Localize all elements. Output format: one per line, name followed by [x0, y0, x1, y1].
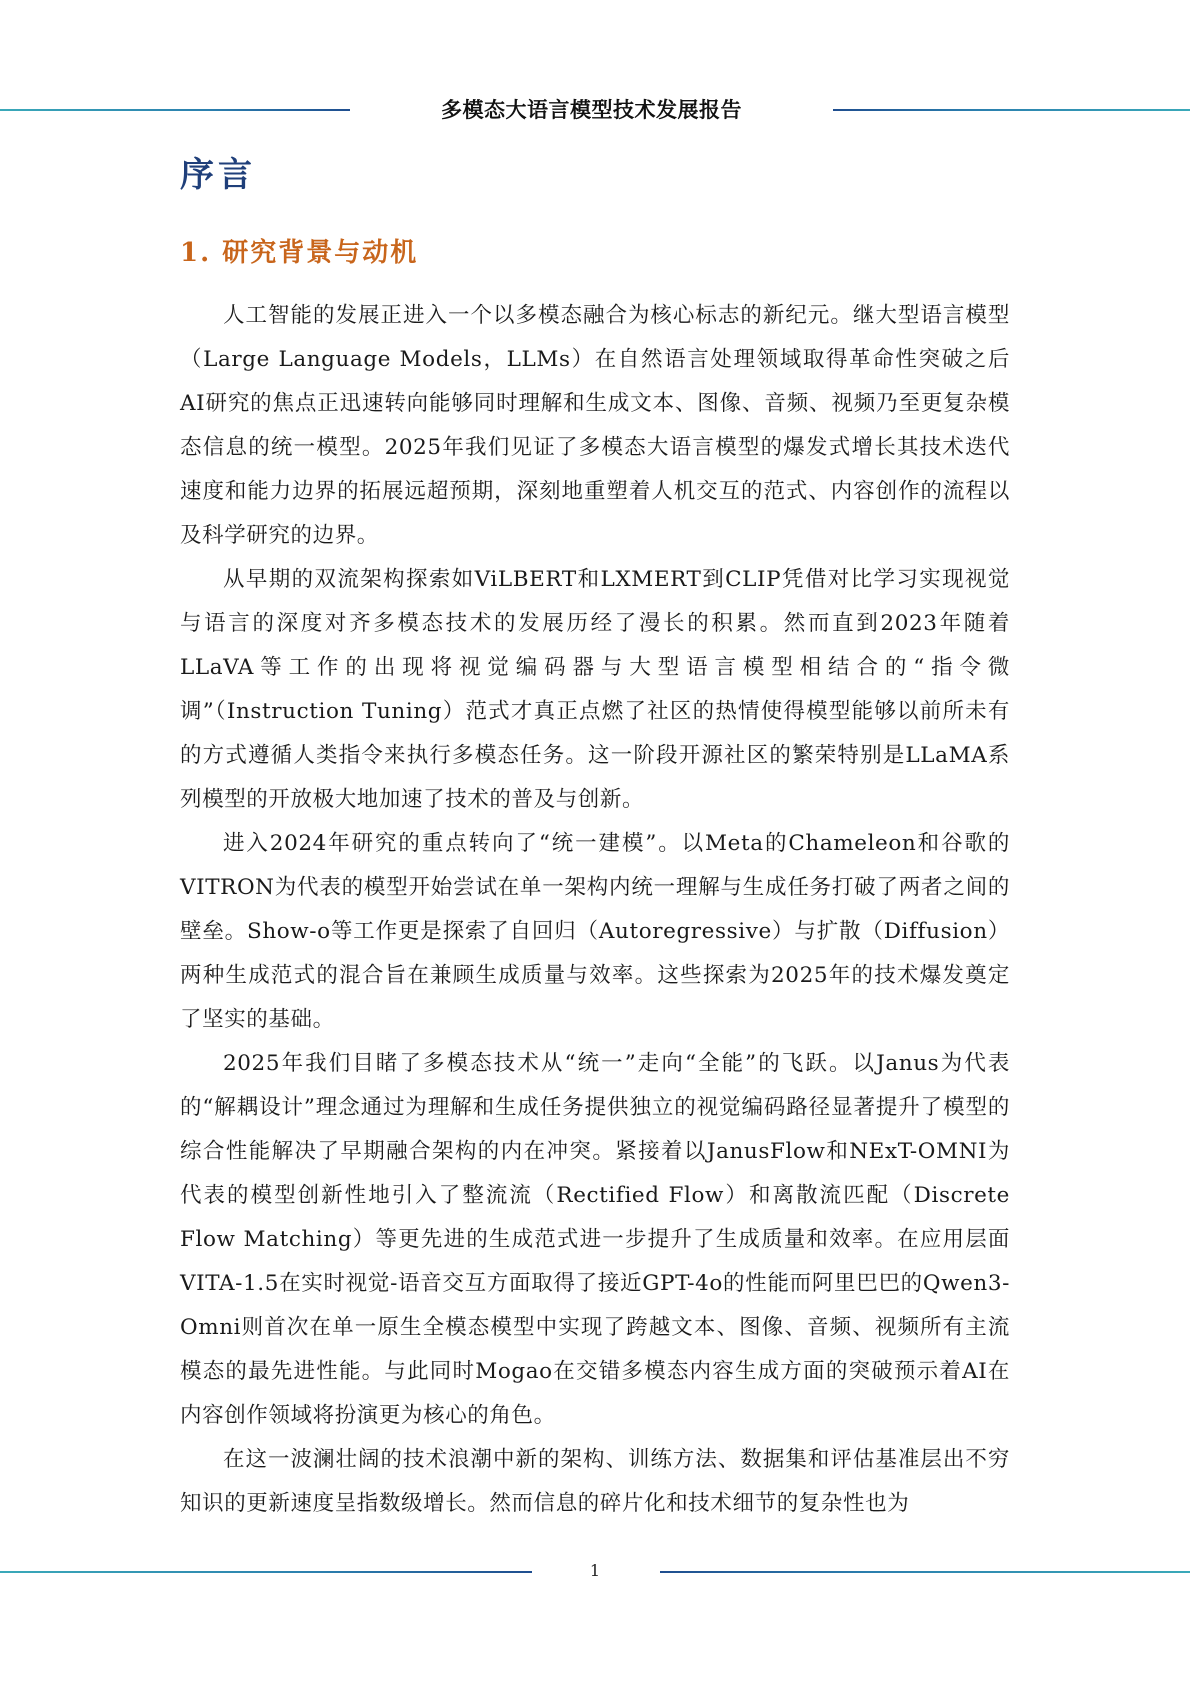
paragraph: 从早期的双流架构探索如ViLBERT和LXMERT到CLIP凭借对比学习实现视觉与语言的深度对齐多模态技术的发展历经了漫长的积累。然而直到2023年随着LLaVA等工作的出现将视觉编码器与大型语言模型相结合的“指令微调”（Instruction Tuning）范式才真正点燃了社区的热情使得模型能够以前所未有的方式遵循人类指令来执行多模态任务。这一阶段开源社区的繁荣特别是LLaMA系列模型的开放极大地加速了技术的普及与创新。	[180, 567, 1010, 812]
page-number: 1	[589, 1561, 601, 1580]
section-title: 序言	[180, 155, 256, 195]
footer-rule-left	[0, 1571, 532, 1573]
running-header-title: 多模态大语言模型技术发展报告	[441, 98, 742, 122]
paragraph: 进入2024年研究的重点转向了“统一建模”。以Meta的Chameleon和谷歌的VITRON为代表的模型开始尝试在单一架构内统一理解与生成任务打破了两者之间的壁垒。Show-o等工作更是探索了自回归（Autoregressive）与扩散（Diffusion）两种生成范式的混合旨在兼顾生成质量与效率。这些探索为2025年的技术爆发奠定了坚实的基础。	[180, 831, 1010, 1032]
subsection-title: 1. 研究背景与动机	[180, 238, 419, 268]
header-rule-right	[833, 109, 1190, 111]
paragraph: 在这一波澜壮阔的技术浪潮中新的架构、训练方法、数据集和评估基准层出不穷知识的更新速度呈指数级增长。然而信息的碎片化和技术细节的复杂性也为	[180, 1447, 1010, 1516]
footer-rule-right	[660, 1571, 1190, 1573]
header-rule-left	[0, 109, 350, 111]
paragraph: 人工智能的发展正进入一个以多模态融合为核心标志的新纪元。继大型语言模型（Large Language Models，LLMs）在自然语言处理领域取得革命性突破之后AI研究的焦点正迅速转向能够同时理解和生成文本、图像、音频、视频乃至更复杂模态信息的统一模型。2025年我们见证了多模态大语言模型的爆发式增长其技术迭代速度和能力边界的拓展远超预期，深刻地重塑着人机交互的范式、内容创作的流程以及科学研究的边界。	[180, 303, 1010, 548]
paragraph: 2025年我们目睹了多模态技术从“统一”走向“全能”的飞跃。以Janus为代表的“解耦设计”理念通过为理解和生成任务提供独立的视觉编码路径显著提升了模型的综合性能解决了早期融合架构的内在冲突。紧接着以JanusFlow和NExT-OMNI为代表的模型创新性地引入了整流流（Rectified Flow）和离散流匹配（Discrete Flow Matching）等更先进的生成范式进一步提升了生成质量和效率。在应用层面VITA-1.5在实时视觉-语音交互方面取得了接近GPT-4o的性能而阿里巴巴的Qwen3-Omni则首次在单一原生全模态模型中实现了跨越文本、图像、音频、视频所有主流模态的最先进性能。与此同时Mogao在交错多模态内容生成方面的突破预示着AI在内容创作领域将扮演更为核心的角色。	[180, 1051, 1010, 1428]
body-text	[180, 294, 1010, 1526]
